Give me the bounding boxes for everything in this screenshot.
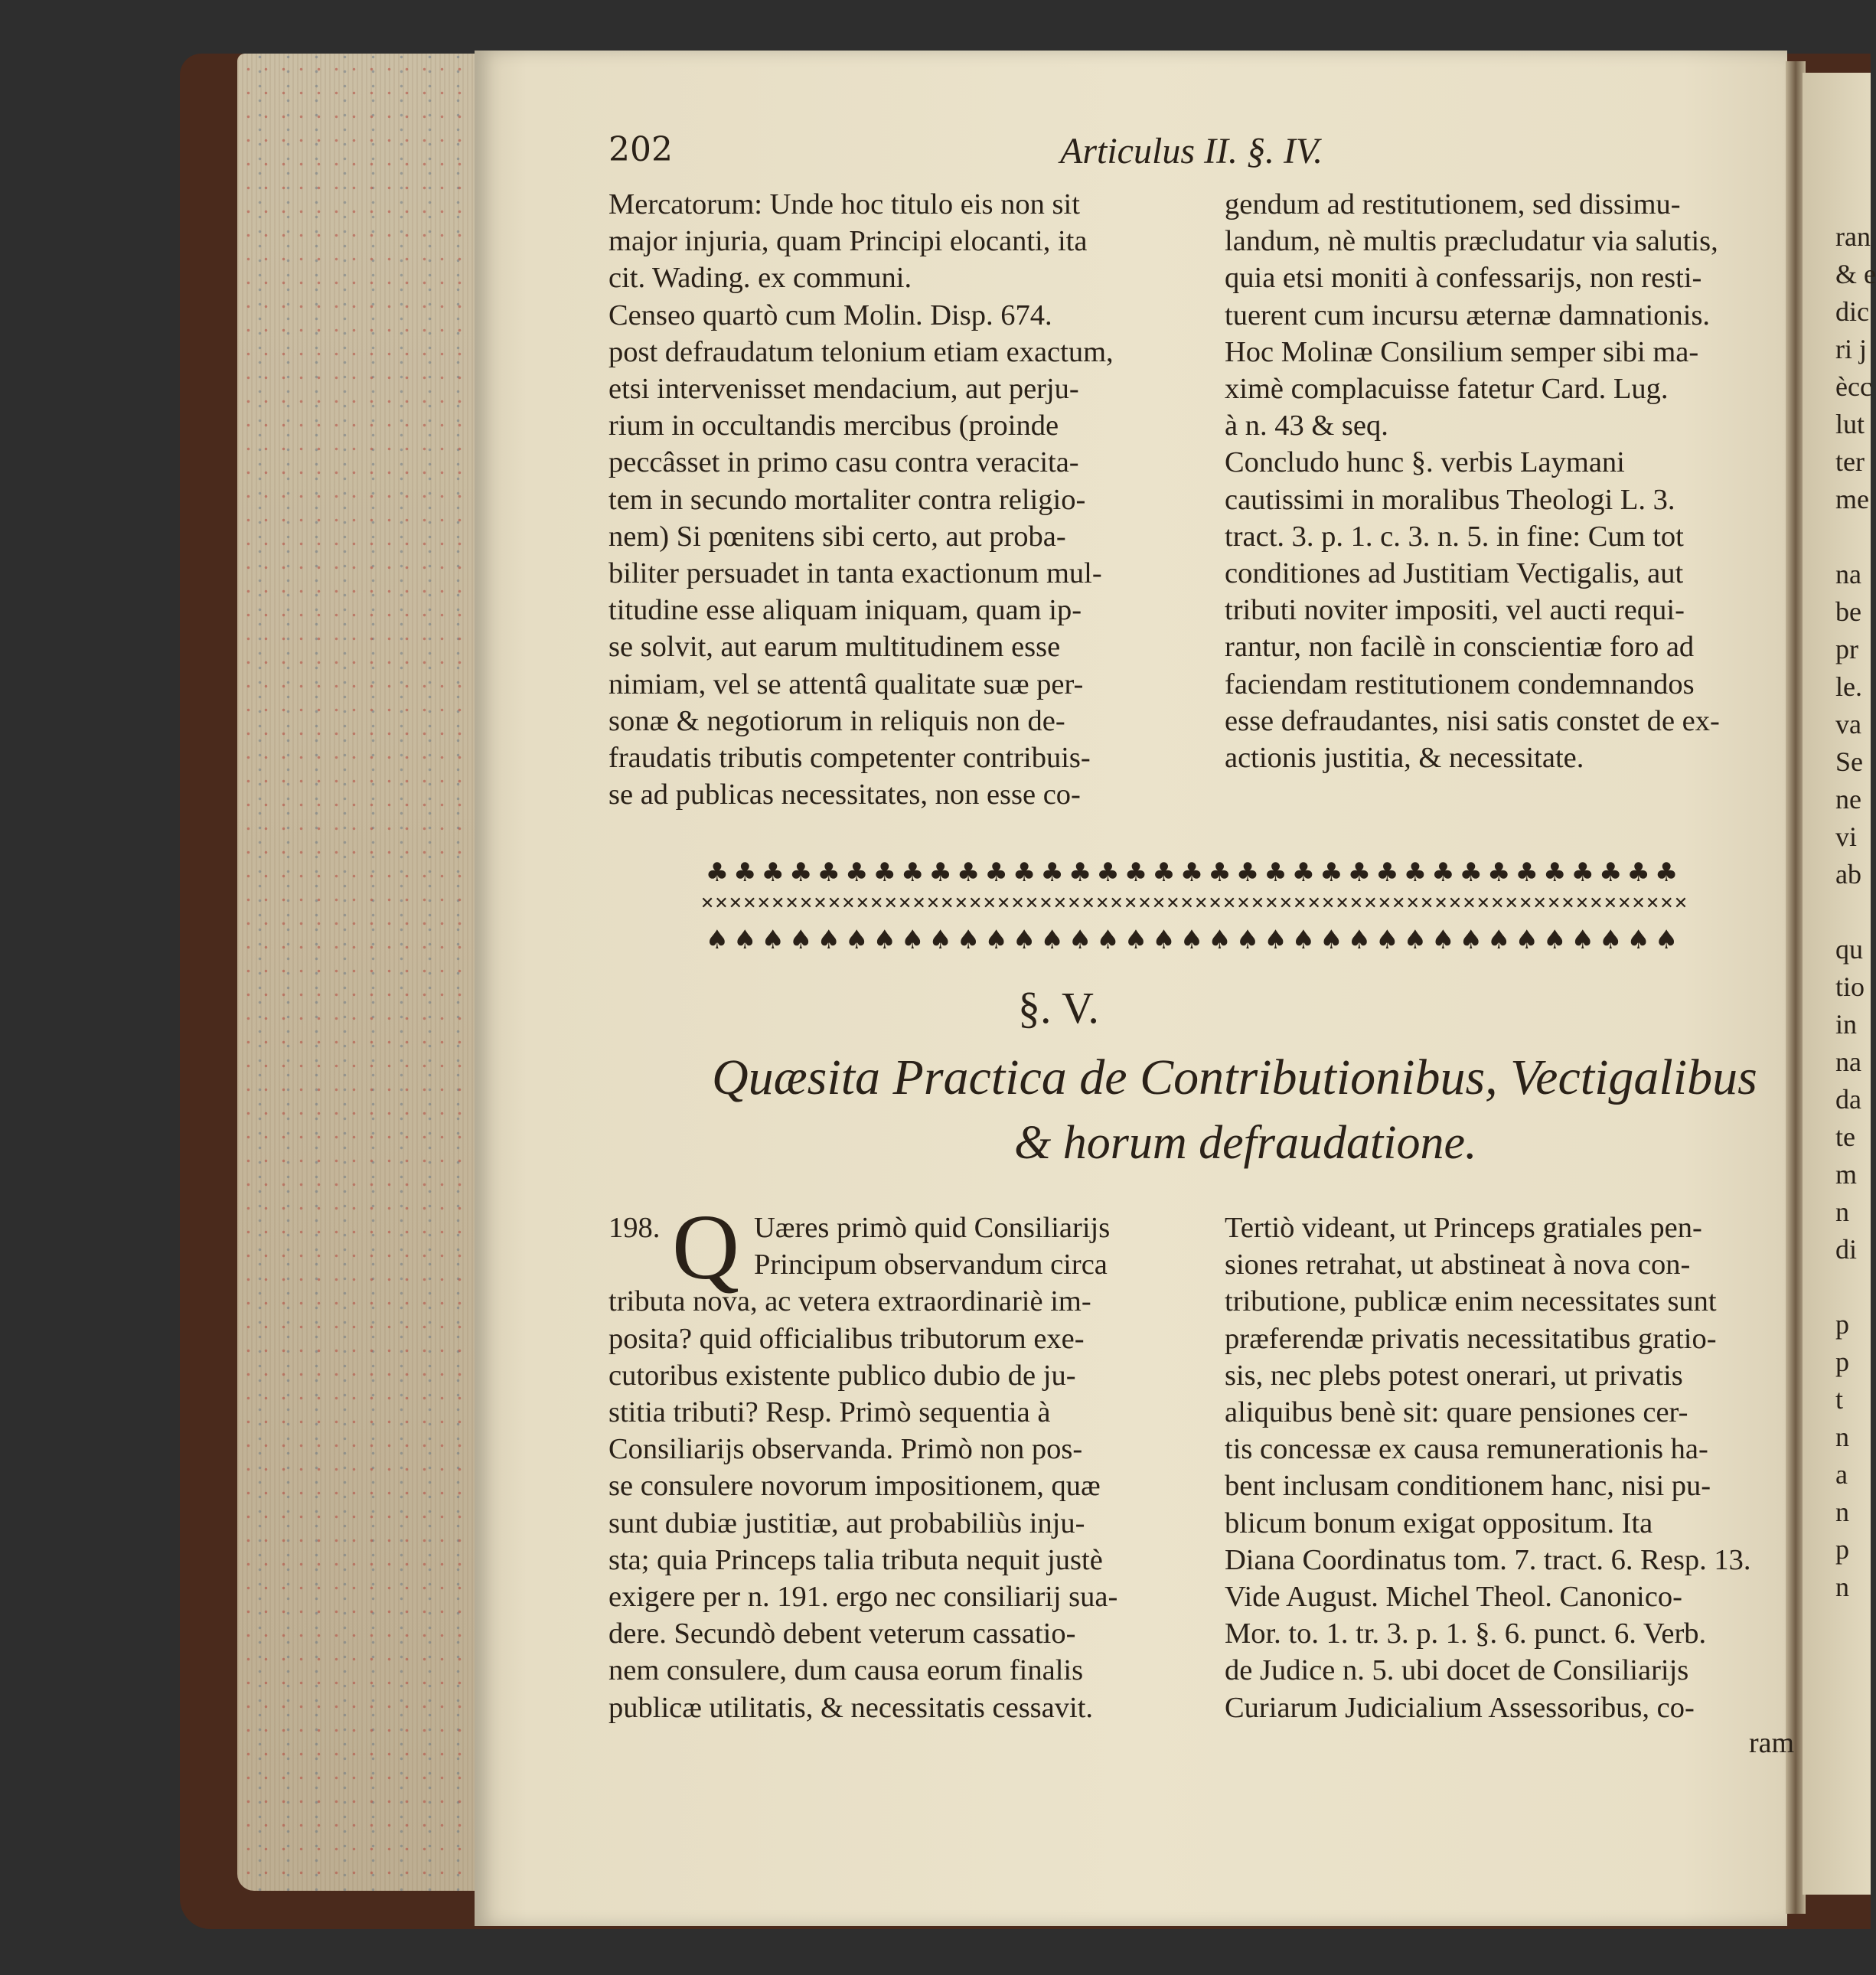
text-line: Tertiò videant, ut Princeps gratiales pen- bbox=[1225, 1212, 1702, 1244]
text-line: Mor. to. 1. tr. 3. p. 1. §. 6. punct. 6. Verb. bbox=[1225, 1618, 1707, 1650]
fragment-line: me bbox=[1835, 484, 1869, 514]
text-line: bent inclusam conditionem hanc, nisi pu- bbox=[1225, 1470, 1711, 1503]
text-line: esse defraudantes, nisi satis constet de ex- bbox=[1225, 704, 1720, 737]
text-line: cutoribus existente publico dubio de ju- bbox=[608, 1359, 1076, 1392]
text-line: Principum observandum circa bbox=[754, 1249, 1108, 1281]
fragment-line: lut bbox=[1835, 409, 1865, 439]
fragment-line: in bbox=[1835, 1009, 1858, 1040]
ornament-row-bottom: ♠♠♠♠♠♠♠♠♠♠♠♠♠♠♠♠♠♠♠♠♠♠♠♠♠♠♠♠♠♠♠♠♠♠♠ bbox=[705, 925, 1683, 955]
text-line: Censeo quartò cum Molin. Disp. 674. bbox=[608, 299, 1052, 331]
fragment-line: ab bbox=[1835, 859, 1861, 890]
fragment-line: n bbox=[1835, 1572, 1849, 1602]
text-line: cit. Wading. ex communi. bbox=[608, 262, 912, 295]
fragment-line: dic bbox=[1835, 296, 1869, 327]
edge-speckle bbox=[237, 54, 490, 1891]
text-line: Mercatorum: Unde hoc titulo eis non sit bbox=[608, 188, 1080, 220]
text-line: conditiones ad Justitiam Vectigalis, aut bbox=[1225, 557, 1684, 590]
text-line: Hoc Molinæ Consilium semper sibi ma- bbox=[1225, 335, 1699, 368]
text-line: titudine esse aliquam iniquam, quam ip- bbox=[608, 594, 1082, 627]
text-line: publicæ utilitatis, & necessitatis cessavit. bbox=[608, 1691, 1094, 1724]
fragment-line: p bbox=[1835, 1309, 1849, 1340]
fragment-line: tio bbox=[1835, 971, 1865, 1002]
fragment-line: le. bbox=[1835, 671, 1862, 702]
text-line: Vide August. Michel Theol. Canonico- bbox=[1225, 1581, 1682, 1614]
text-line: siones retrahat, ut abstineat à nova con- bbox=[1225, 1249, 1691, 1281]
text-line: peccâsset in primo casu contra veracita- bbox=[608, 446, 1079, 479]
text-line: aliquibus benè sit: quare pensiones cer- bbox=[1225, 1396, 1688, 1429]
fragment-line: be bbox=[1835, 596, 1861, 627]
drop-cap: Q bbox=[672, 1196, 740, 1299]
text-line: nem) Si pœnitens sibi certo, aut proba- bbox=[608, 520, 1066, 553]
text-line: Diana Coordinatus tom. 7. tract. 6. Resp. 13. bbox=[1225, 1543, 1751, 1576]
fragment-line: p bbox=[1835, 1347, 1849, 1377]
text-line: sunt dubiæ justitiæ, aut probabiliùs inju- bbox=[608, 1507, 1085, 1539]
text-line: tem in secundo mortaliter contra religio- bbox=[608, 483, 1086, 516]
running-head: Articulus II. §. IV. bbox=[1060, 131, 1323, 171]
text-line: sis, nec plebs potest onerari, ut privatis bbox=[1225, 1359, 1683, 1392]
text-line: nem consulere, dum causa eorum finalis bbox=[608, 1654, 1084, 1687]
text-line: major injuria, quam Principi elocanti, ita bbox=[608, 225, 1088, 258]
fragment-line: ran bbox=[1835, 221, 1871, 252]
fragment-line: a bbox=[1835, 1459, 1848, 1490]
text-line: rantur, non facilè in conscientiæ foro ad bbox=[1225, 631, 1695, 664]
right-page-text-fragments bbox=[1835, 218, 1876, 1606]
fragment-line: na bbox=[1835, 1046, 1861, 1077]
text-line: quia etsi moniti à confessarijs, non resti- bbox=[1225, 262, 1702, 295]
fragment-line: n bbox=[1835, 1422, 1849, 1452]
page-block-edge bbox=[237, 54, 490, 1891]
text-line: tributa nova, ac vetera extraordinariè im- bbox=[608, 1285, 1091, 1318]
fragment-line bbox=[1835, 1268, 1876, 1306]
text-line: Consiliarijs observanda. Primò non pos- bbox=[608, 1433, 1083, 1466]
fragment-line: di bbox=[1835, 1234, 1858, 1265]
ornament-row-middle: ✕✕✕✕✕✕✕✕✕✕✕✕✕✕✕✕✕✕✕✕✕✕✕✕✕✕✕✕✕✕✕✕✕✕✕✕✕✕✕✕✕✕✕✕✕✕✕✕✕✕✕✕✕✕✕✕✕✕✕✕✕✕✕✕✕✕✕✕✕✕ bbox=[700, 894, 1688, 913]
text-line: tract. 3. p. 1. c. 3. n. 5. in fine: Cum tot bbox=[1225, 520, 1684, 553]
paragraph-number: 198. bbox=[608, 1212, 661, 1244]
text-line: rium in occultandis mercibus (proinde bbox=[608, 410, 1059, 442]
text-line: cautissimi in moralibus Theologi L. 3. bbox=[1225, 483, 1675, 516]
section-mark: §. V. bbox=[1018, 983, 1099, 1033]
text-line: Concludo hunc §. verbis Laymani bbox=[1225, 446, 1625, 479]
text-line: de Judice n. 5. ubi docet de Consiliarijs bbox=[1225, 1654, 1689, 1687]
text-line: exigere per n. 191. ergo nec consiliarij sua- bbox=[608, 1581, 1118, 1614]
fragment-line: & e bbox=[1835, 259, 1876, 289]
text-line: Uæres primò quid Consiliarijs bbox=[754, 1212, 1111, 1244]
fragment-line: qu bbox=[1835, 934, 1863, 965]
text-line: nimiam, vel se attentâ qualitate suæ per- bbox=[608, 668, 1084, 700]
text-line: tributi noviter impositi, vel aucti requi- bbox=[1225, 594, 1685, 627]
text-line: landum, nè multis præcludatur via salutis, bbox=[1225, 225, 1718, 258]
fragment-line: m bbox=[1835, 1159, 1858, 1190]
text-line: tributione, publicæ enim necessitates sunt bbox=[1225, 1285, 1717, 1318]
fragment-line: Se bbox=[1835, 746, 1863, 777]
text-line: se solvit, aut earum multitudinem esse bbox=[608, 631, 1061, 664]
text-line: gendum ad restitutionem, sed dissimu- bbox=[1225, 188, 1681, 220]
text-column-lower-right bbox=[1225, 1209, 1780, 1726]
fragment-line: da bbox=[1835, 1084, 1861, 1115]
text-line: Curiarum Judicialium Assessoribus, co- bbox=[1225, 1691, 1695, 1724]
text-line: etsi intervenisset mendacium, aut perju- bbox=[608, 373, 1079, 406]
text-line: blicum bonum exigat oppositum. Ita bbox=[1225, 1507, 1653, 1539]
fragment-line: vi bbox=[1835, 821, 1858, 852]
text-line: dere. Secundò debent veterum cassatio- bbox=[608, 1618, 1076, 1650]
fragment-line: ri j bbox=[1835, 334, 1867, 364]
fragment-line: te bbox=[1835, 1121, 1855, 1152]
text-line: posita? quid officialibus tributorum exe- bbox=[608, 1322, 1085, 1355]
text-line: sonæ & negotiorum in reliquis non de- bbox=[608, 704, 1065, 737]
text-line: præferendæ privatis necessitatibus gratio- bbox=[1225, 1322, 1717, 1355]
fragment-line: pr bbox=[1835, 634, 1858, 664]
section-title-line2: & horum defraudatione. bbox=[1014, 1117, 1477, 1169]
text-line: biliter persuadet in tanta exactionum mul- bbox=[608, 557, 1102, 590]
text-column-upper-left bbox=[608, 186, 1198, 813]
text-line: stitia tributi? Resp. Primò sequentia à bbox=[608, 1396, 1051, 1429]
fragment-line bbox=[1835, 893, 1876, 931]
page-number: 202 bbox=[608, 130, 673, 169]
fragment-line: na bbox=[1835, 559, 1861, 589]
catchword: ram bbox=[1749, 1727, 1795, 1759]
text-line: tis concessæ ex causa remunerationis ha- bbox=[1225, 1433, 1708, 1466]
text-column-upper-right bbox=[1225, 186, 1780, 776]
fragment-line: t bbox=[1835, 1384, 1844, 1415]
text-line: à n. 43 & seq. bbox=[1225, 410, 1388, 442]
text-line: se ad publicas necessitates, non esse co- bbox=[608, 779, 1081, 811]
text-line: ximè complacuisse fatetur Card. Lug. bbox=[1225, 373, 1669, 406]
fragment-line bbox=[1835, 518, 1876, 556]
text-line: sta; quia Princeps talia tributa nequit justè bbox=[608, 1543, 1103, 1576]
text-line: faciendam restitutionem condemnandos bbox=[1225, 668, 1695, 700]
fragment-line: n bbox=[1835, 1497, 1849, 1527]
text-line: fraudatis tributis competenter contribuis- bbox=[608, 742, 1091, 775]
fragment-line: ècc bbox=[1835, 371, 1872, 402]
fragment-line: ter bbox=[1835, 446, 1865, 477]
fragment-line: p bbox=[1835, 1534, 1849, 1565]
text-line: actionis justitia, & necessitate. bbox=[1225, 742, 1584, 775]
text-column-lower-left bbox=[608, 1196, 1198, 1726]
fragment-line: va bbox=[1835, 709, 1861, 739]
fragment-line: ne bbox=[1835, 784, 1861, 814]
text-line: post defraudatum telonium etiam exactum, bbox=[608, 335, 1114, 368]
text-line: tuerent cum incursu æternæ damnationis. bbox=[1225, 299, 1711, 331]
page-header bbox=[608, 130, 1795, 184]
text-line: se consulere novorum impositionem, quæ bbox=[608, 1470, 1101, 1503]
ornament-row-top: ♣♣♣♣♣♣♣♣♣♣♣♣♣♣♣♣♣♣♣♣♣♣♣♣♣♣♣♣♣♣♣♣♣♣♣ bbox=[705, 857, 1683, 888]
fragment-line: n bbox=[1835, 1196, 1849, 1227]
section-title-line1: Quæsita Practica de Contributionibus, Vectigalibus bbox=[712, 1050, 1757, 1105]
